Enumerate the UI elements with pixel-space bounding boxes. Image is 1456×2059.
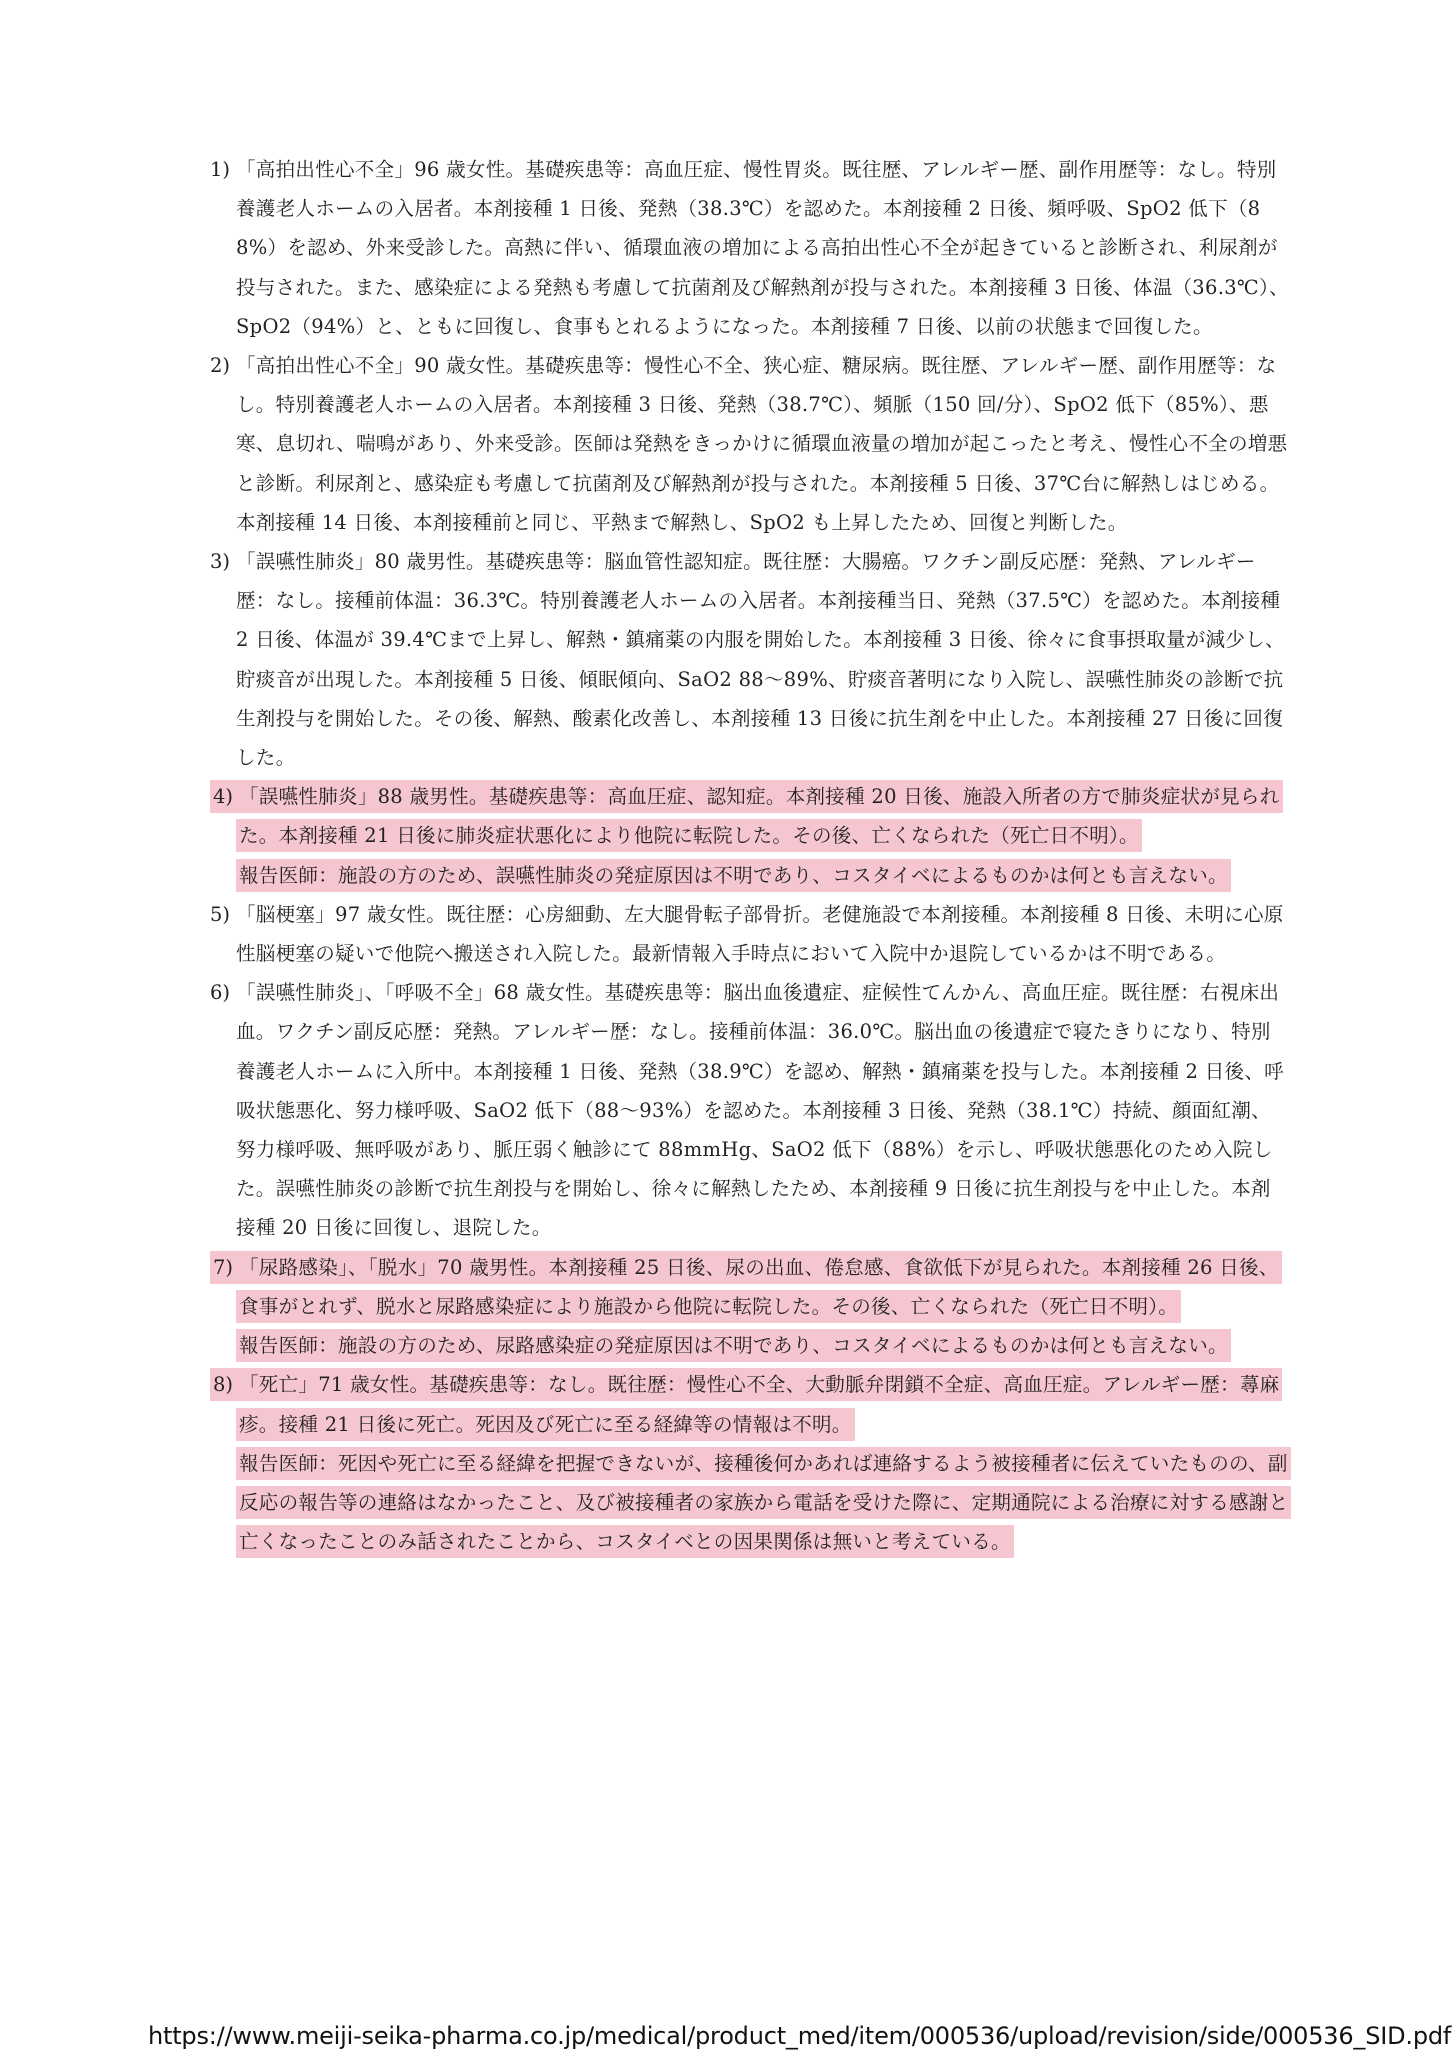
case-number: 8) <box>210 1365 240 1404</box>
case-item-7 <box>210 1248 1290 1366</box>
reporter-comment: 報告医師：施設の方のため、誤嚥性肺炎の発症原因は不明であり、コスタイベによるものかは何とも言えない。 <box>236 856 1290 895</box>
reporter-comment: 報告医師：施設の方のため、尿路感染症の発症原因は不明であり、コスタイベによるものかは何とも言えない。 <box>236 1326 1290 1365</box>
case-item-3 <box>210 542 1290 777</box>
case-paragraph: 「誤嚥性肺炎」88 歳男性。基礎疾患等：高血圧症、認知症。本剤接種 20 日後、施設入所者の方で肺炎症状が見られた。本剤接種 21 日後に肺炎症状悪化により他院に転院した。その後、亡くなられた（死亡日不明）。 <box>236 777 1290 855</box>
case-number: 3) <box>210 550 231 574</box>
case-item-8 <box>210 1365 1290 1561</box>
case-paragraph: 「高拍出性心不全」96 歳女性。基礎疾患等：高血圧症、慢性胃炎。既往歴、アレルギー歴、副作用歴等：なし。特別養護老人ホームの入居者。本剤接種 1 日後、発熱（38.3℃）を認めた。本剤接種 2 日後、頻呼吸、SpO2 低下（88%）を認め、外来受診した。高熱に伴い、循環血液の増加による高拍出性心不全が起きていると診断され、利尿剤が投与された。また、感染症による発熱も考慮して抗菌剤及び解熱剤が投与された。本剤接種 3 日後、体温（36.3℃）、SpO2（94%）と、ともに回復し、食事もとれるようになった。本剤接種 7 日後、以前の状態まで回復した。 <box>236 158 1289 338</box>
case-item-4 <box>210 777 1290 895</box>
source-url[interactable]: https://www.meiji-seika-pharma.co.jp/medical/product_med/item/000536/upload/revision/side/000536_SID.pdf <box>148 2022 1452 2050</box>
case-paragraph: 「死亡」71 歳女性。基礎疾患等：なし。既往歴：慢性心不全、大動脈弁閉鎖不全症、高血圧症。アレルギー歴：蕁麻疹。接種 21 日後に死亡。死因及び死亡に至る経緯等の情報は不明。 <box>236 1365 1290 1443</box>
case-paragraph: 「誤嚥性肺炎」、「呼吸不全」68 歳女性。基礎疾患等：脳出血後遺症、症候性てんかん、高血圧症。既往歴：右視床出血。ワクチン副反応歴：発熱。アレルギー歴：なし。接種前体温：36.0℃。脳出血の後遺症で寝たきりになり、特別養護老人ホームに入所中。本剤接種 1 日後、発熱（38.9℃）を認め、解熱・鎮痛薬を投与した。本剤接種 2 日後、呼吸状態悪化、努力様呼吸、SaO2 低下（88～93%）を認めた。本剤接種 3 日後、発熱（38.1℃）持続、顔面紅潮、努力様呼吸、無呼吸があり、脈圧弱く触診にて 88mmHg、SaO2 低下（88%）を示し、呼吸状態悪化のため入院した。誤嚥性肺炎の診断で抗生剤投与を開始し、徐々に解熱したため、本剤接種 9 日後に抗生剤投与を中止した。本剤接種 20 日後に回復し、退院した。 <box>236 981 1284 1240</box>
case-item-2 <box>210 346 1290 542</box>
case-number: 1) <box>210 158 231 181</box>
case-paragraph: 「脳梗塞」97 歳女性。既往歴：心房細動、左大腿骨転子部骨折。老健施設で本剤接種。本剤接種 8 日後、未明に心原性脳梗塞の疑いで他院へ搬送され入院した。最新情報入手時点において入院中か退院しているかは不明である。 <box>236 902 1284 966</box>
case-paragraph: 「尿路感染」、「脱水」70 歳男性。本剤接種 25 日後、尿の出血、倦怠感、食欲低下が見られた。本剤接種 26 日後、食事がとれず、脱水と尿路感染症により施設から他院に転院した。その後、亡くなられた（死亡日不明）。 <box>236 1248 1290 1326</box>
case-paragraph: 「高拍出性心不全」90 歳女性。基礎疾患等：慢性心不全、狭心症、糖尿病。既往歴、アレルギー歴、副作用歴等：なし。特別養護老人ホームの入居者。本剤接種 3 日後、発熱（38.7℃）、頻脈（150 回/分）、SpO2 低下（85%）、悪寒、息切れ、喘鳴があり、外来受診。医師は発熱をきっかけに循環血液量の増加が起こったと考え、慢性心不全の増悪と診断。利尿剤と、感染症も考慮して抗菌剤及び解熱剤が投与された。本剤接種 5 日後、37℃台に解熱しはじめる。本剤接種 14 日後、本剤接種前と同じ、平熱まで解熱し、SpO2 も上昇したため、回復と判断した。 <box>236 354 1288 534</box>
case-number: 5) <box>210 902 231 926</box>
case-item-1 <box>210 150 1290 346</box>
case-number: 6) <box>210 981 231 1005</box>
case-number: 2) <box>210 354 231 378</box>
case-item-5 <box>210 895 1290 973</box>
case-item-6 <box>210 973 1290 1247</box>
case-number: 4) <box>210 777 240 816</box>
case-number: 7) <box>210 1248 240 1287</box>
reporter-comment: 報告医師：死因や死亡に至る経緯を把握できないが、接種後何かあれば連絡するよう被接種者に伝えていたものの、副反応の報告等の連絡はなかったこと、及び被接種者の家族から電話を受けた際に、定期通院による治療に対する感謝と亡くなったことのみ話されたことから、コスタイベとの因果関係は無いと考えている。 <box>236 1444 1290 1562</box>
case-paragraph: 「誤嚥性肺炎」80 歳男性。基礎疾患等：脳血管性認知症。既往歴：大腸癌。ワクチン副反応歴：発熱、アレルギー歴：なし。接種前体温：36.3℃。特別養護老人ホームの入居者。本剤接種当日、発熱（37.5℃）を認めた。本剤接種 2 日後、体温が 39.4℃まで上昇し、解熱・鎮痛薬の内服を開始した。本剤接種 3 日後、徐々に食事摂取量が減少し、貯痰音が出現した。本剤接種 5 日後、傾眠傾向、SaO2 88～89%、貯痰音著明になり入院し、誤嚥性肺炎の診断で抗生剤投与を開始した。その後、解熱、酸素化改善し、本剤接種 13 日後に抗生剤を中止した。本剤接種 27 日後に回復した。 <box>236 550 1285 770</box>
case-report-list <box>210 150 1290 1561</box>
